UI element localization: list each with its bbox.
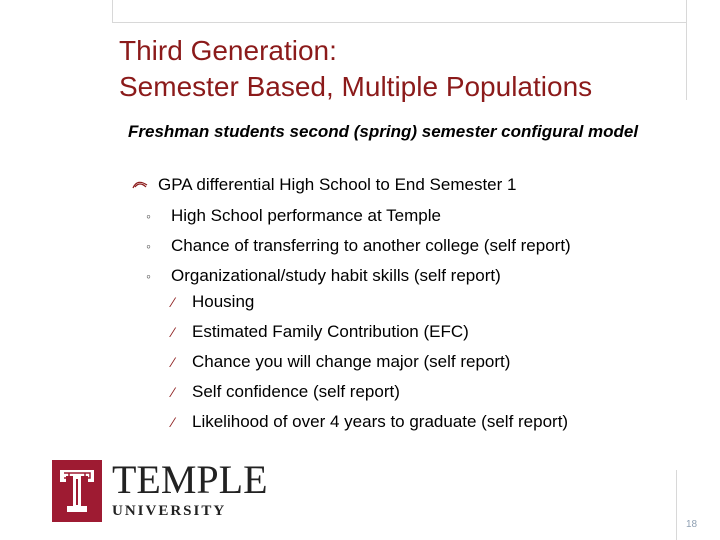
title-line-2: Semester Based, Multiple Populations bbox=[119, 71, 593, 102]
list-item bbox=[172, 317, 692, 347]
bullet-level1-text: GPA differential High School to End Semester 1 bbox=[158, 175, 517, 194]
slash-bullet-icon: ⁄ bbox=[172, 384, 175, 400]
list-item-text: Housing bbox=[192, 292, 255, 311]
swash-bullet-icon bbox=[128, 173, 158, 199]
slash-bullet-icon: ⁄ bbox=[172, 324, 175, 340]
slash-bullet-icon: ⁄ bbox=[172, 414, 175, 430]
logo-subtitle: UNIVERSITY bbox=[112, 503, 227, 519]
list-item bbox=[172, 287, 692, 317]
level3-list bbox=[172, 287, 692, 437]
circle-bullet-icon: ◦ bbox=[146, 238, 151, 254]
list-item bbox=[172, 347, 692, 377]
list-item bbox=[172, 377, 692, 407]
list-item-text: Chance you will change major (self report) bbox=[192, 352, 511, 371]
frame-line-bottom bbox=[676, 470, 677, 540]
list-item-text: Organizational/study habit skills (self report) bbox=[171, 266, 501, 285]
list-item bbox=[146, 231, 706, 261]
slash-bullet-icon: ⁄ bbox=[172, 354, 175, 370]
slide-title bbox=[119, 33, 699, 105]
circle-bullet-icon: ◦ bbox=[146, 268, 151, 284]
temple-t-mark-icon bbox=[52, 460, 102, 522]
title-line-1: Third Generation: bbox=[119, 35, 337, 66]
list-item-text: Chance of transferring to another college (self report) bbox=[171, 236, 571, 255]
slash-bullet-icon: ⁄ bbox=[172, 294, 175, 310]
frame-line-horizontal bbox=[112, 22, 687, 23]
intro-text: Freshman students second (spring) semester configural model bbox=[128, 122, 639, 141]
list-item bbox=[172, 407, 692, 437]
list-item bbox=[146, 201, 706, 231]
level2-list bbox=[146, 201, 706, 291]
list-item-text: Likelihood of over 4 years to graduate (self report) bbox=[192, 412, 569, 431]
temple-logo bbox=[52, 458, 272, 524]
frame-line-top bbox=[112, 0, 113, 22]
logo-wordmark: TEMPLE bbox=[112, 457, 268, 502]
bullet-level1 bbox=[128, 172, 688, 199]
list-item-text: High School performance at Temple bbox=[171, 206, 441, 225]
list-item-text: Self confidence (self report) bbox=[192, 382, 400, 401]
circle-bullet-icon: ◦ bbox=[146, 208, 151, 224]
list-item-text: Estimated Family Contribution (EFC) bbox=[192, 322, 469, 341]
page-number: 18 bbox=[686, 519, 698, 530]
